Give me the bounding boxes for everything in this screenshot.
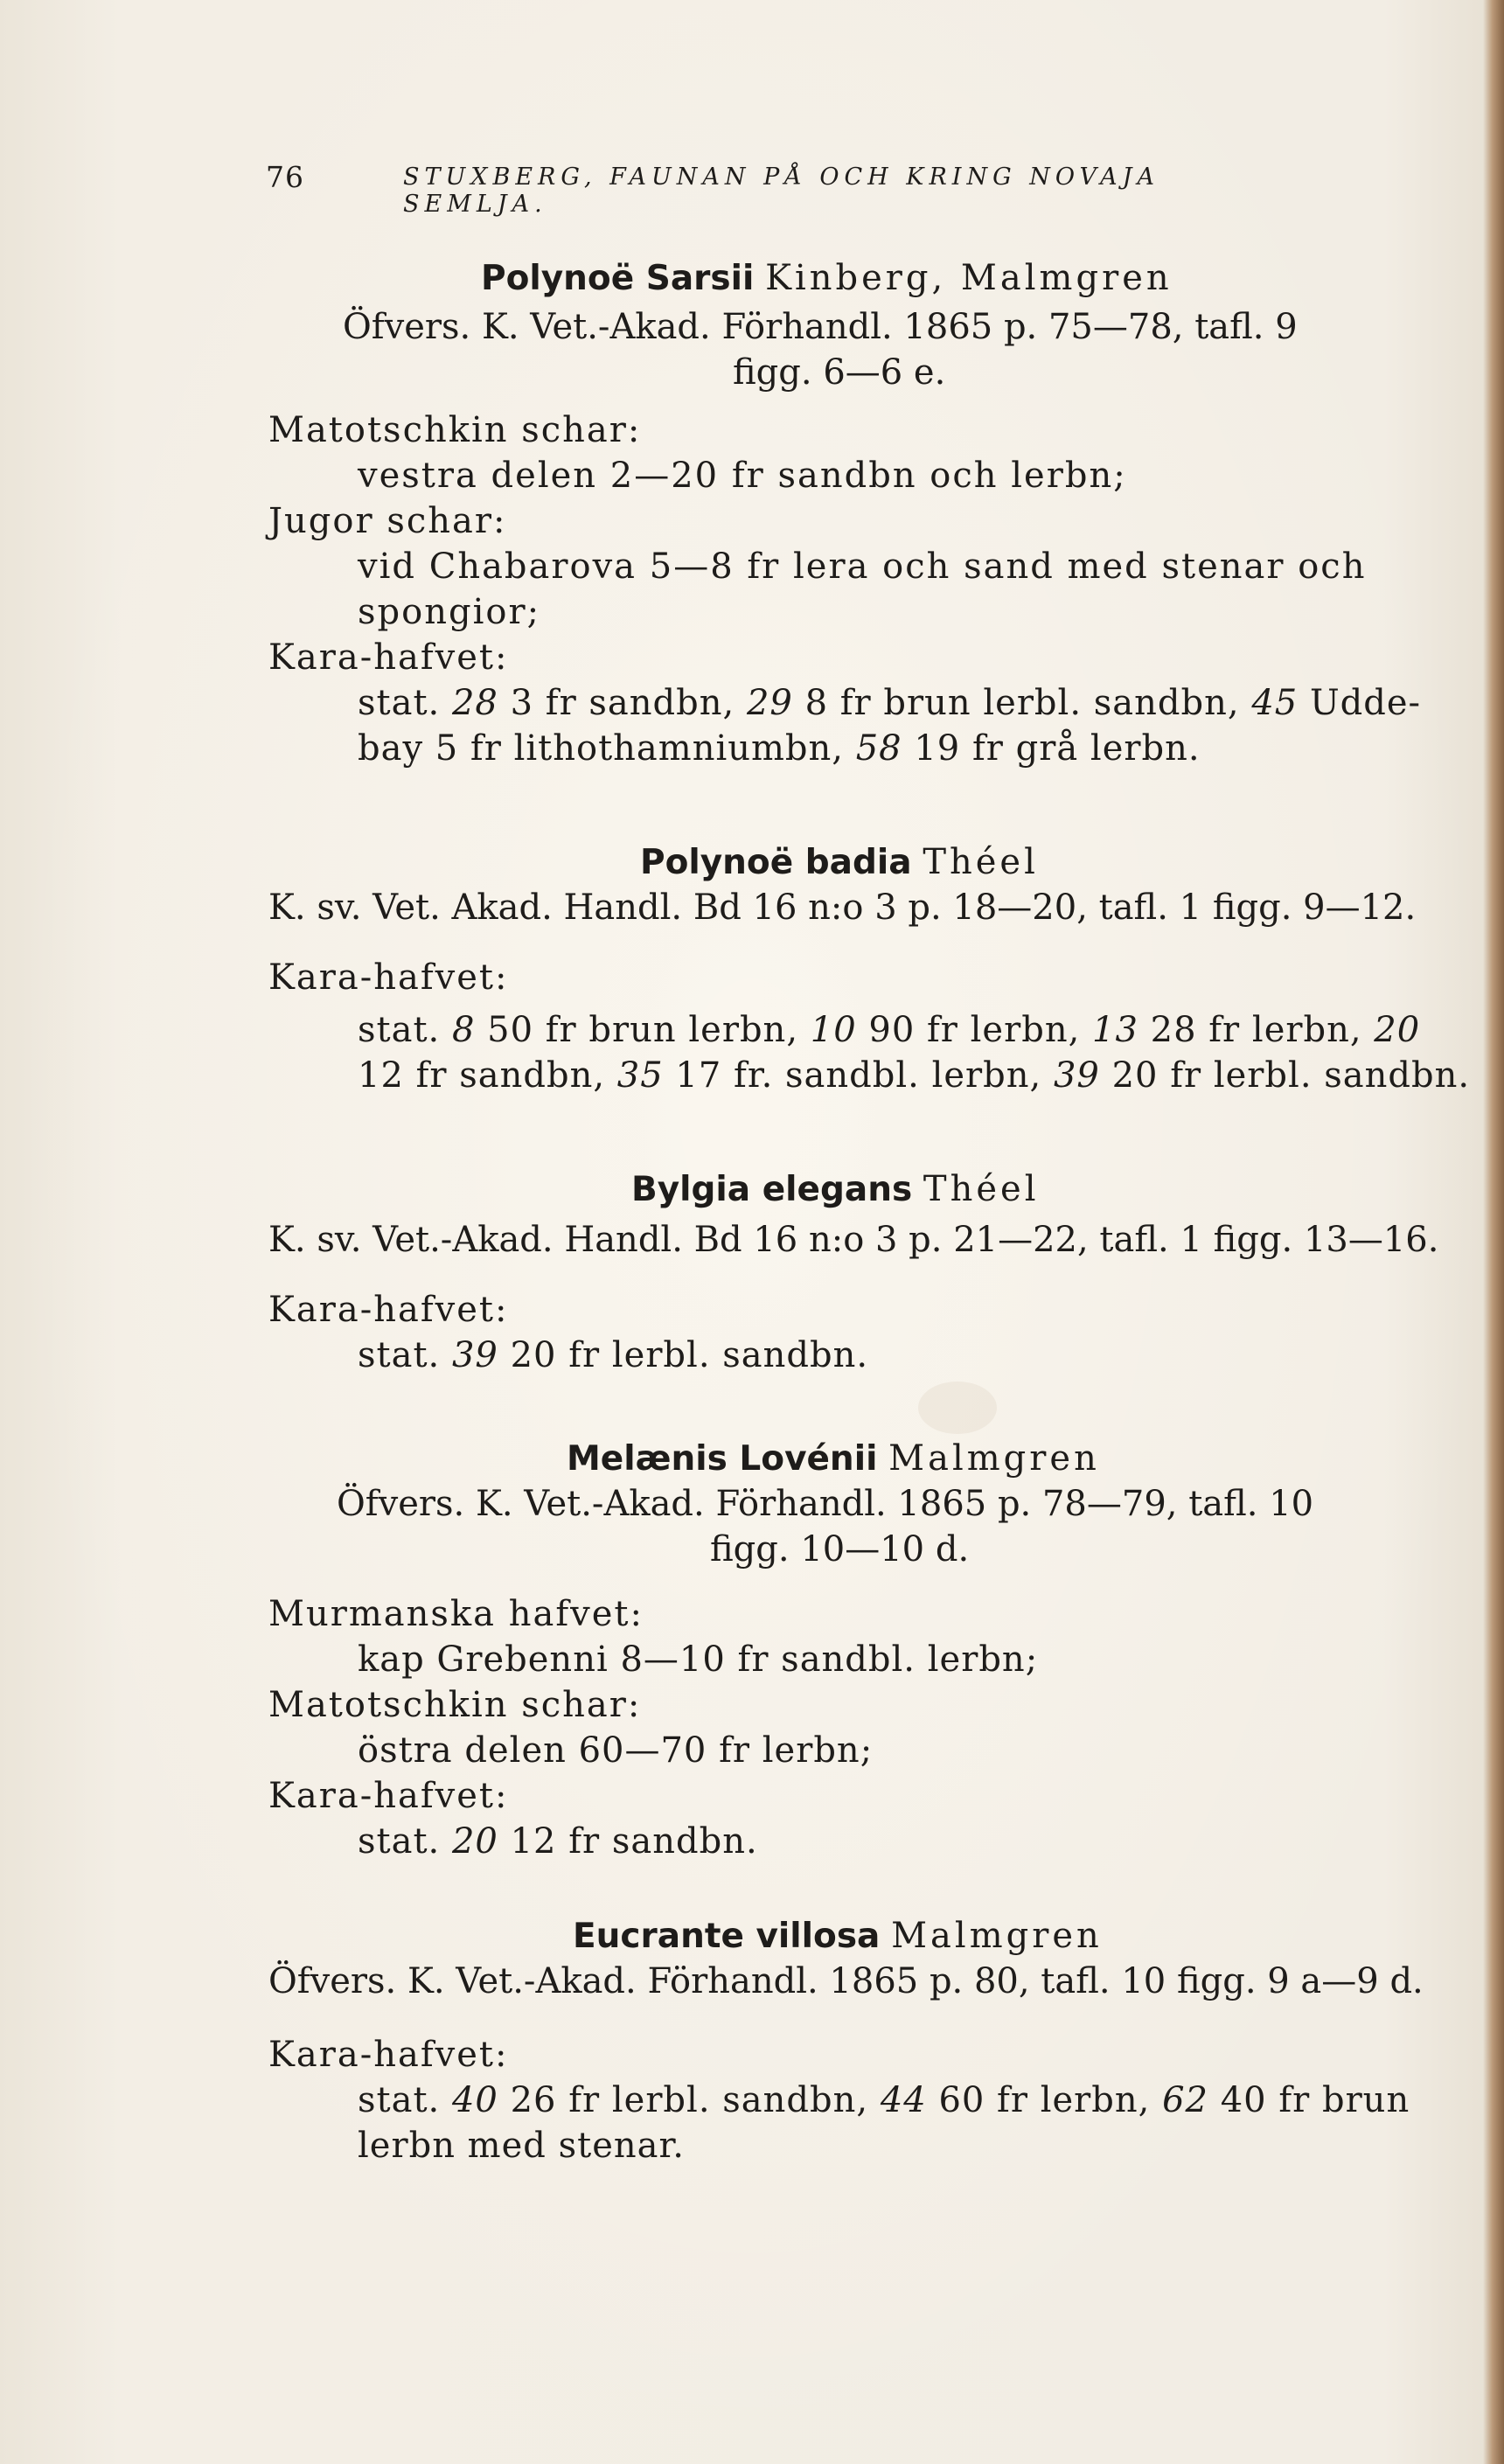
paper-stain [918, 1382, 997, 1434]
reference-line: K. sv. Vet.-Akad. Handl. Bd 16 n:o 3 p. 21—22, tafl. 1 figg. 13—16. [268, 1220, 1439, 1260]
species-heading [640, 842, 1039, 882]
station-detail: 8 fr brun lerbl. sandbn, [804, 683, 1240, 723]
station-detail: 60 fr lerbn, [938, 2080, 1151, 2120]
station-detail: 17 fr. sandbl. lerbn, [675, 1055, 1042, 1096]
station-detail: bay 5 fr lithothamniumbn, [358, 728, 845, 769]
species-name: Eucrante villosa [573, 1917, 881, 1956]
reference-line: figg. 6—6 e. [733, 352, 946, 393]
station-detail: 28 fr lerbn, [1150, 1010, 1362, 1050]
station-detail: lerbn med stenar. [358, 2126, 685, 2166]
station-list [358, 1821, 758, 1862]
reference-line: Öfvers. K. Vet.-Akad. Förhandl. 1865 p. 75—78, tafl. 9 [343, 307, 1298, 347]
station-number: 35 [616, 1055, 664, 1096]
station-number: 20 [1374, 1010, 1421, 1050]
locality-detail: spongior; [358, 592, 541, 632]
species-name: Polynoë Sarsii [481, 259, 755, 298]
station-detail: 19 fr grå lerbn. [914, 728, 1201, 769]
species-name: Melænis Lovénii [567, 1439, 878, 1479]
station-detail: 12 fr sandbn, [358, 1055, 606, 1096]
locality-detail: östra delen 60—70 fr lerbn; [358, 1730, 874, 1771]
reference-line: K. sv. Vet. Akad. Handl. Bd 16 n:o 3 p. 18—20, tafl. 1 figg. 9—12. [268, 887, 1417, 928]
station-number: 13 [1092, 1010, 1138, 1050]
species-heading [481, 258, 1173, 298]
page-header [266, 160, 1271, 218]
locality-label: Kara-hafvet: [268, 957, 509, 998]
station-list [358, 1055, 1471, 1096]
station-detail: 3 fr sandbn, [510, 683, 735, 723]
locality-label: Kara-hafvet: [268, 2035, 509, 2075]
station-number: 62 [1162, 2080, 1208, 2120]
species-heading [631, 1169, 1040, 1209]
station-number: 20 [451, 1821, 498, 1862]
station-number: 10 [810, 1010, 857, 1050]
locality-label: Murmanska hafvet: [268, 1594, 644, 1634]
page-edge-shadow [1483, 0, 1504, 2464]
station-number: 45 [1251, 683, 1299, 723]
station-number: 8 [451, 1010, 476, 1050]
station-list [358, 728, 1201, 769]
station-detail: 40 fr brun [1220, 2080, 1410, 2120]
station-detail: 26 fr lerbl. sandbn, [510, 2080, 869, 2120]
page-number: 76 [266, 160, 304, 194]
species-name: Bylgia elegans [631, 1170, 913, 1209]
station-list [358, 683, 1422, 723]
station-number: 39 [1053, 1055, 1100, 1096]
station-detail: 50 fr brun lerbn, [487, 1010, 799, 1050]
locality-label: Kara-hafvet: [268, 1776, 509, 1816]
stat-prefix: stat. [358, 683, 441, 723]
station-list [358, 2080, 1410, 2120]
locality-label: Kara-hafvet: [268, 1290, 509, 1330]
station-list [358, 1010, 1421, 1050]
stat-prefix: stat. [358, 2080, 441, 2120]
station-detail: 20 fr lerbl. sandbn. [1111, 1055, 1471, 1096]
station-detail: 12 fr sandbn. [510, 1821, 758, 1862]
station-number: 40 [451, 2080, 498, 2120]
species-author: Théel [923, 1169, 1040, 1209]
locality-label: Matotschkin schar: [268, 1685, 642, 1725]
locality-label: Matotschkin schar: [268, 410, 642, 450]
station-number: 29 [746, 683, 793, 723]
stat-prefix: stat. [358, 1821, 441, 1862]
species-heading [573, 1916, 1103, 1956]
species-author: Kinberg, Malmgren [765, 258, 1173, 298]
species-author: Malmgren [888, 1438, 1100, 1479]
station-detail: 90 fr lerbn, [868, 1010, 1081, 1050]
locality-label: Kara-hafvet: [268, 637, 509, 678]
species-name: Polynoë badia [640, 843, 912, 882]
locality-label: Jugor schar: [268, 501, 507, 541]
station-number: 58 [855, 728, 902, 769]
locality-detail: vestra delen 2—20 fr sandbn och lerbn; [358, 456, 1127, 496]
station-number: 28 [451, 683, 498, 723]
stat-prefix: stat. [358, 1335, 441, 1375]
reference-line: Öfvers. K. Vet.-Akad. Förhandl. 1865 p. 80, tafl. 10 figg. 9 a—9 d. [268, 1961, 1424, 2001]
reference-line: Öfvers. K. Vet.-Akad. Förhandl. 1865 p. 78—79, tafl. 10 [337, 1484, 1314, 1524]
station-number: 44 [880, 2080, 927, 2120]
station-detail: 20 fr lerbl. sandbn. [510, 1335, 869, 1375]
species-author: Malmgren [891, 1916, 1103, 1956]
running-title: STUXBERG, FAUNAN PÅ OCH KRING NOVAJA SEMLJA. [403, 164, 1159, 218]
species-author: Théel [923, 842, 1039, 882]
locality-detail: vid Chabarova 5—8 fr lera och sand med stenar och [358, 546, 1367, 587]
reference-line: figg. 10—10 d. [710, 1529, 970, 1570]
species-heading [567, 1438, 1100, 1479]
station-list [358, 1335, 869, 1375]
locality-detail: kap Grebenni 8—10 fr sandbl. lerbn; [358, 1639, 1039, 1680]
station-number: 39 [451, 1335, 498, 1375]
station-detail: Udde- [1309, 683, 1422, 723]
stat-prefix: stat. [358, 1010, 441, 1050]
